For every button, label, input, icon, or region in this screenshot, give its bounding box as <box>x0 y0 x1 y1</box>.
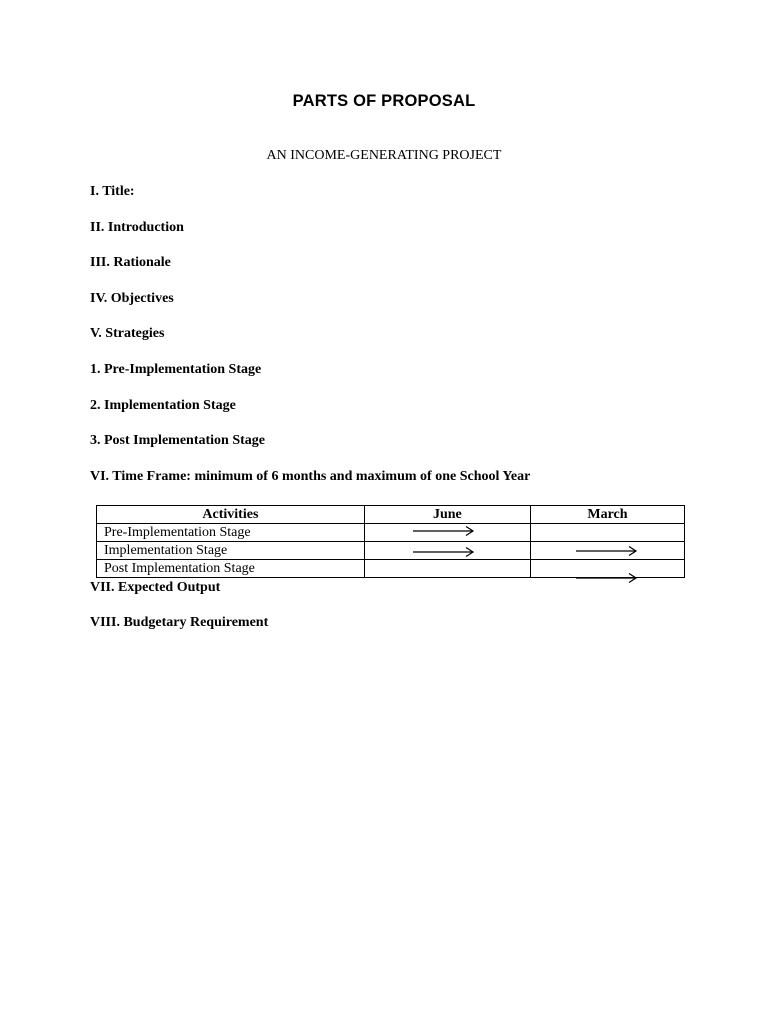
table-row <box>97 524 685 542</box>
outline-item-implementation: 2. Implementation Stage <box>90 398 236 413</box>
outline-item-expected-output: VII. Expected Output <box>90 580 221 595</box>
header-march: March <box>530 506 684 524</box>
table-row <box>97 542 685 560</box>
right-arrow-icon <box>575 572 639 584</box>
outline-item-introduction: II. Introduction <box>90 220 184 235</box>
outline-item-budgetary-requirement: VIII. Budgetary Requirement <box>90 615 269 630</box>
outline-item-rationale: III. Rationale <box>90 255 171 270</box>
right-arrow-icon <box>412 525 476 537</box>
outline-item-pre-implementation: 1. Pre-Implementation Stage <box>90 362 262 377</box>
header-activities: Activities <box>97 506 365 524</box>
activity-cell: Implementation Stage <box>97 542 365 560</box>
outline-item-time-frame: VI. Time Frame: minimum of 6 months and maximum of one School Year <box>90 469 531 484</box>
june-cell <box>364 524 530 542</box>
outline-item-objectives: IV. Objectives <box>90 291 174 306</box>
march-cell <box>530 542 684 560</box>
outline-item-post-implementation: 3. Post Implementation Stage <box>90 433 265 448</box>
table-row <box>97 560 685 578</box>
activity-cell: Post Implementation Stage <box>97 560 365 578</box>
right-arrow-icon <box>412 546 476 558</box>
june-cell <box>364 560 530 578</box>
march-cell <box>530 560 684 578</box>
header-june: June <box>364 506 530 524</box>
table-header-row <box>97 506 685 524</box>
time-frame-table <box>96 505 685 578</box>
right-arrow-icon <box>575 545 639 557</box>
march-cell <box>530 524 684 542</box>
outline-item-title: I. Title: <box>90 184 135 199</box>
june-cell <box>364 542 530 560</box>
activity-cell: Pre-Implementation Stage <box>97 524 365 542</box>
page-subtitle: AN INCOME-GENERATING PROJECT <box>266 148 502 163</box>
outline-item-strategies: V. Strategies <box>90 326 165 341</box>
page-title: PARTS OF PROPOSAL <box>292 92 476 110</box>
